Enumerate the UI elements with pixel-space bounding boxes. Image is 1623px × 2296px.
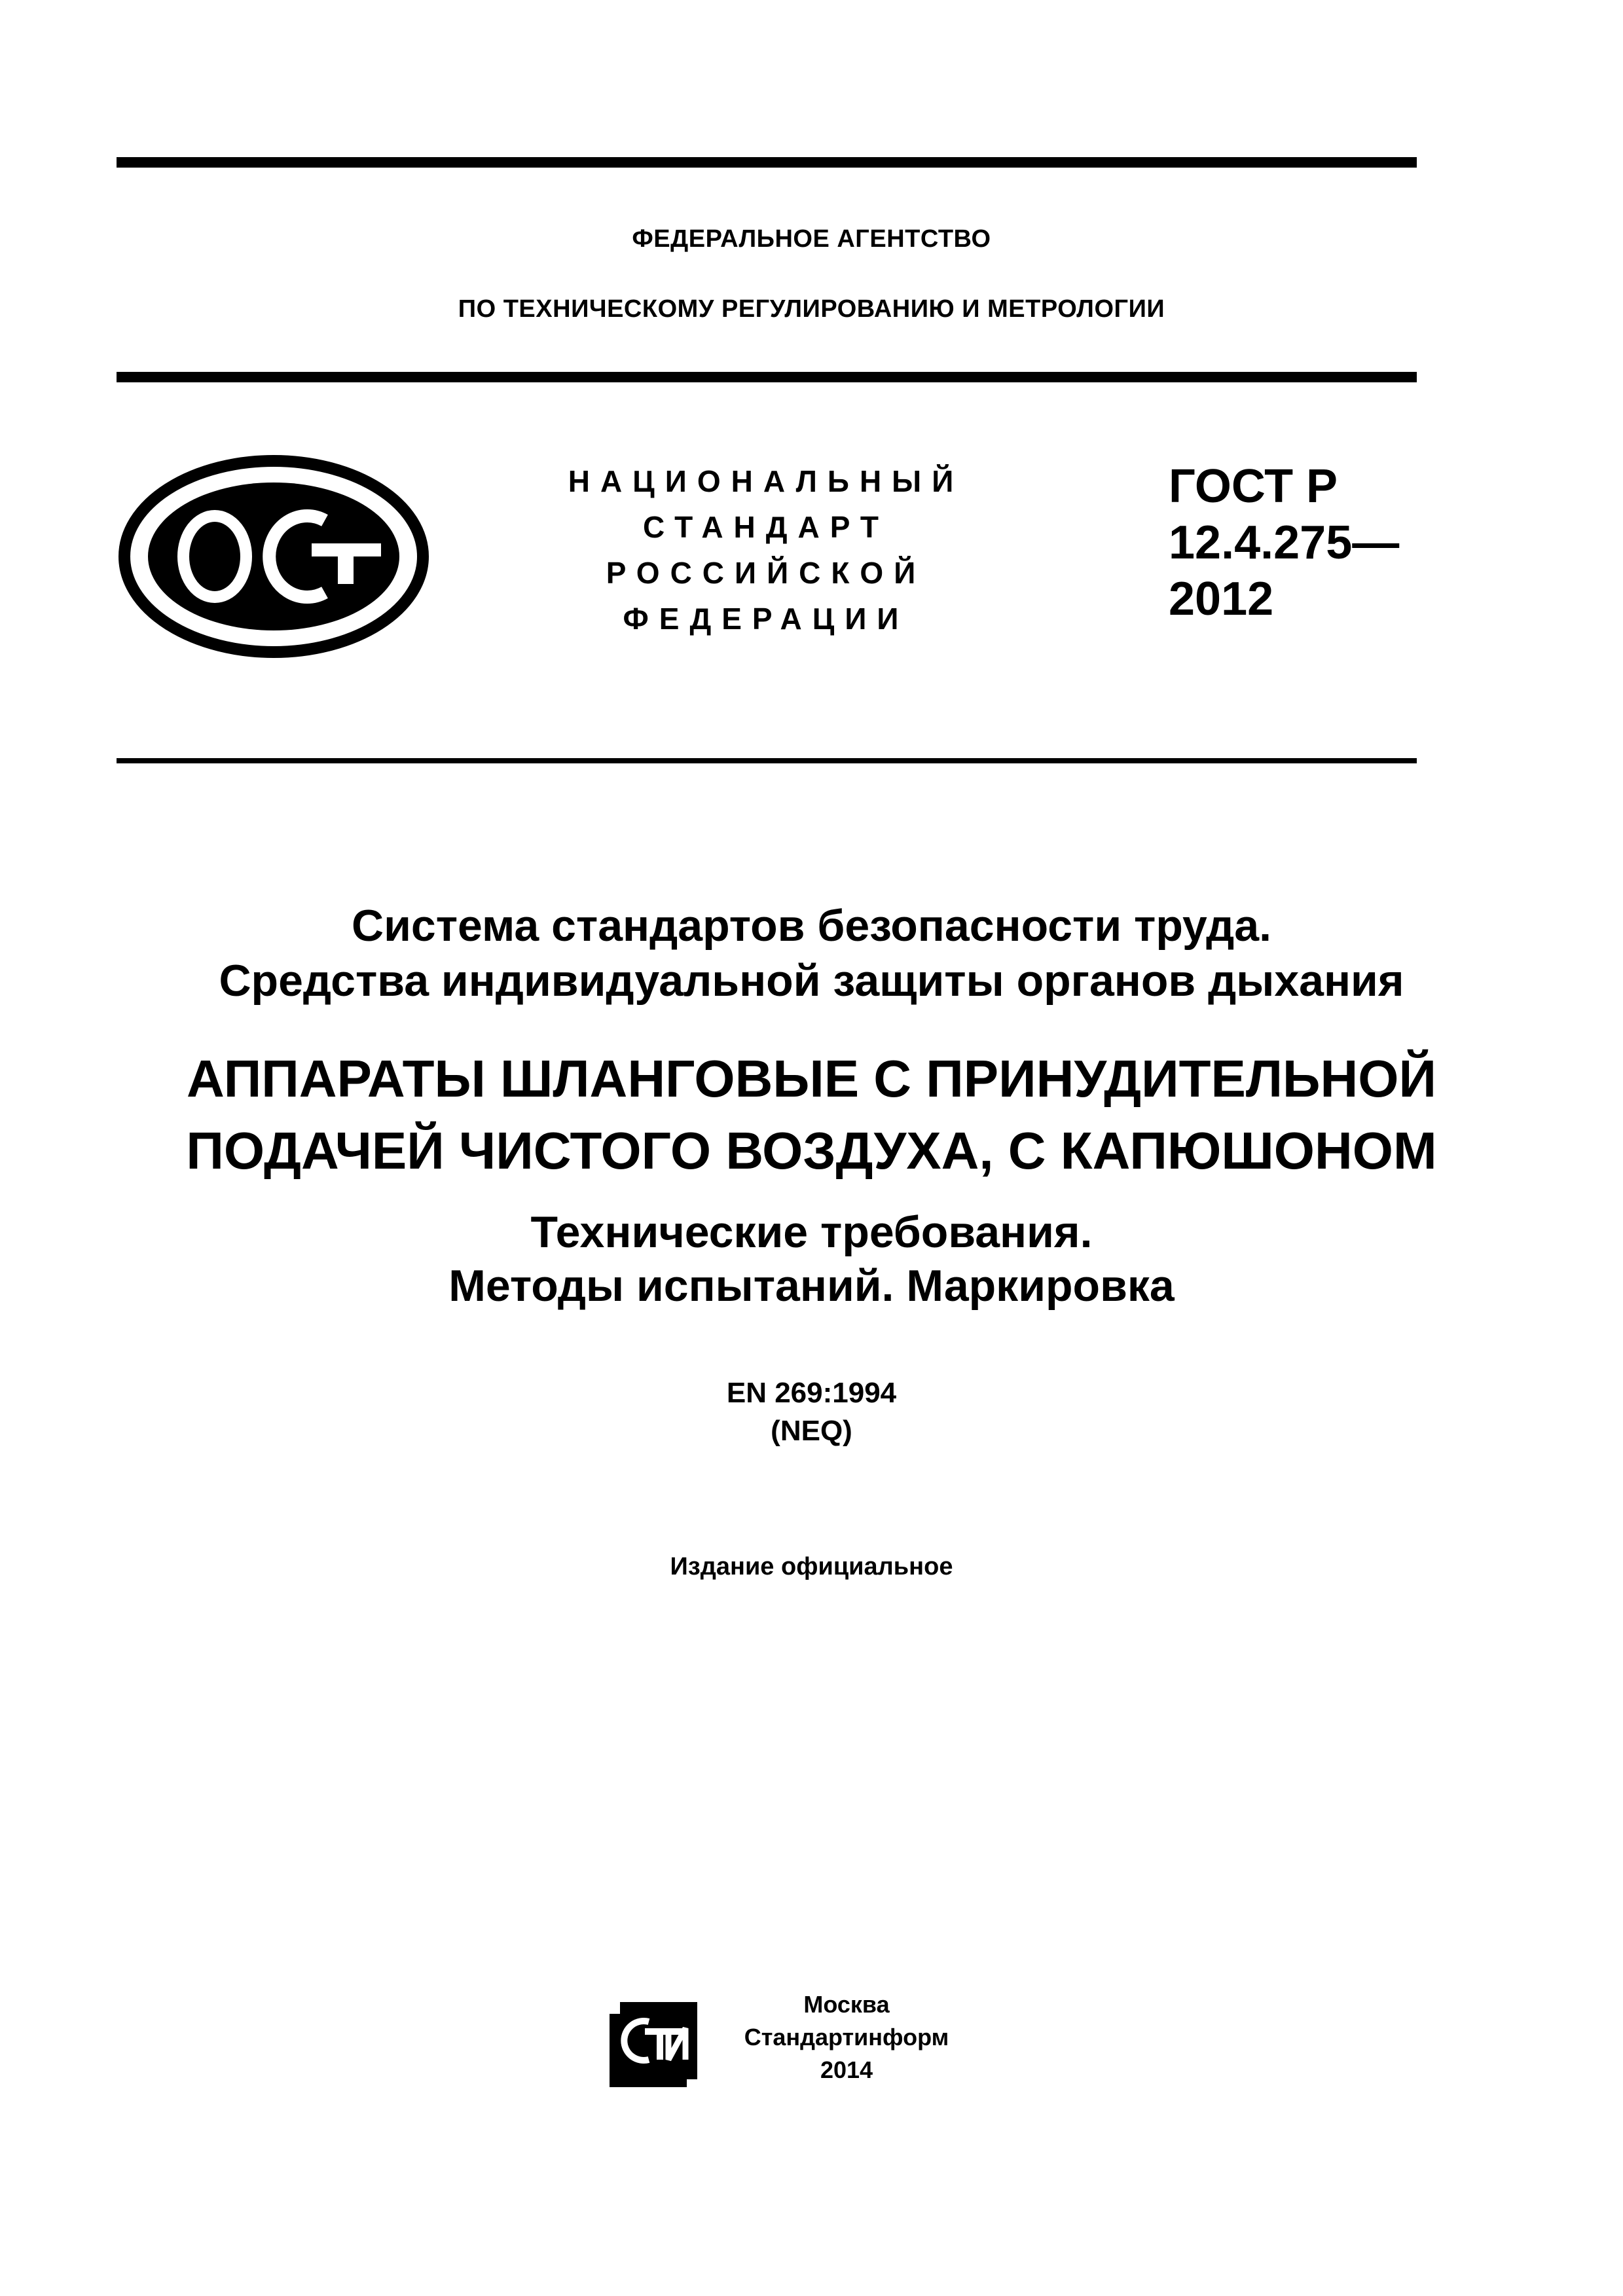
agency-name-line1: ФЕДЕРАЛЬНОЕ АГЕНТСТВО bbox=[632, 225, 991, 253]
reference-code: EN 269:1994 bbox=[726, 1377, 897, 1409]
edition-label: Издание официальное bbox=[670, 1553, 953, 1580]
main-title-line1: АППАРАТЫ ШЛАНГОВЫЕ С ПРИНУДИТЕЛЬНОЙ bbox=[187, 1049, 1436, 1108]
rst-certification-mark-icon bbox=[117, 452, 431, 661]
standard-type-line3: РОССИЙСКОЙ bbox=[606, 556, 926, 590]
publisher-info bbox=[725, 1988, 968, 2086]
system-title-line1: Система стандартов безопасности труда. bbox=[352, 901, 1271, 951]
header-bottom-rule bbox=[117, 372, 1417, 382]
publisher-city: Москва bbox=[803, 1991, 890, 2018]
top-rule bbox=[117, 157, 1417, 168]
subtitle-line1: Технические требования. bbox=[530, 1207, 1093, 1257]
designation-line2: 12.4.275— bbox=[1169, 517, 1400, 569]
designation-line3: 2012 bbox=[1169, 573, 1274, 625]
standard-type-line2: СТАНДАРТ bbox=[643, 510, 889, 544]
standard-type-line1: НАЦИОНАЛЬНЫЙ bbox=[568, 464, 964, 498]
subtitle-line2: Методы испытаний. Маркировка bbox=[448, 1261, 1175, 1311]
designation-line1: ГОСТ Р bbox=[1169, 460, 1338, 513]
standartinform-logo-icon bbox=[606, 1990, 707, 2092]
standard-type-line4: ФЕДЕРАЦИИ bbox=[623, 602, 909, 636]
standard-type bbox=[504, 458, 1028, 642]
agency-name-line2: ПО ТЕХНИЧЕСКОМУ РЕГУЛИРОВАНИЮ И МЕТРОЛОГИИ bbox=[458, 295, 1165, 323]
system-title-line2: Средства индивидуальной защиты органов дыхания bbox=[219, 956, 1404, 1006]
publisher-year: 2014 bbox=[820, 2056, 873, 2083]
publisher-name: Стандартинформ bbox=[744, 2024, 949, 2050]
main-title-line2: ПОДАЧЕЙ ЧИСТОГО ВОЗДУХА, С КАПЮШОНОМ bbox=[186, 1121, 1437, 1180]
standard-designation bbox=[1169, 458, 1399, 627]
masthead-bottom-rule bbox=[117, 758, 1417, 763]
reference-equivalence: (NEQ) bbox=[771, 1415, 852, 1447]
